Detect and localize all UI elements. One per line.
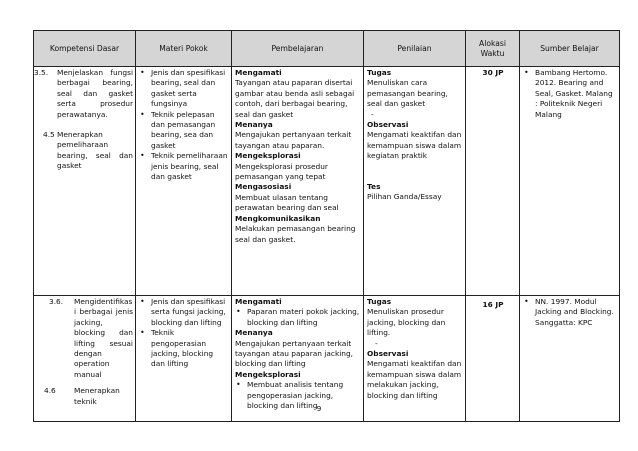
assessment-dash: -	[375, 338, 378, 348]
assessment-heading: Observasi	[367, 120, 409, 130]
activity-text: Melakukan pemasangan bearing seal dan gasket.	[235, 224, 356, 244]
kompetensi-cell	[34, 296, 136, 422]
penilaian-cell	[364, 296, 466, 422]
header-penilaian: Penilaian	[364, 31, 466, 67]
header-kompetensi-dasar: Kompetensi Dasar	[34, 31, 136, 67]
assessment-heading: Tes	[367, 181, 381, 191]
kd-item	[34, 68, 133, 120]
alokasi-cell	[466, 67, 520, 296]
activity-heading: Menanya	[235, 120, 273, 130]
activity-heading: Mengasosiasi	[235, 182, 292, 192]
sumber-cell	[520, 67, 620, 296]
activity-bullet: • Paparan materi pokok jacking, blocking dan lifting	[235, 307, 361, 328]
kd-text: Menerapkan pemeliharaan bearing, seal dan gasket	[57, 130, 133, 171]
materi-cell	[136, 67, 232, 296]
activity-heading: Mengamati	[235, 68, 282, 77]
list-item: • Teknik pengoperasian jacking, blocking dan lifting	[139, 328, 229, 370]
time-allocation: 30 JP	[482, 68, 504, 77]
penilaian-cell	[364, 67, 466, 296]
assessment-text: Mengamati keaktifan dan kemampuan siswa dalam melakukan jacking, blocking dan lifting	[367, 359, 462, 400]
activity-text: Tayangan atau paparan disertai gambar atau benda asli sebagai contoh, dari berbagai bearing, seal dan gasket	[235, 78, 355, 119]
activity-text: Mengajukan pertanyaan terkait tayangan atau paparan.	[235, 130, 352, 150]
activity-bullet: • Membuat analisis tentang pengoperasian jacking, blocking dan lifting	[235, 380, 361, 411]
assessment-text: Pilihan Ganda/Essay	[367, 192, 442, 202]
kd-number: 4.6	[44, 386, 56, 396]
header-pembelajaran: Pembelajaran	[232, 31, 364, 67]
syllabus-table	[33, 30, 620, 422]
assessment-heading: Tugas	[367, 297, 392, 306]
list-item: • Teknik pemeliharaan jenis bearing, seal dan gasket	[139, 151, 229, 182]
materi-cell	[136, 296, 232, 422]
activity-heading: Mengeksplorasi	[235, 369, 301, 379]
assessment-heading: Tugas	[367, 68, 392, 77]
list-item: • Teknik pelepasan dan pemasangan bearing, sea dan gasket	[139, 110, 229, 152]
kd-number: 3.5.	[34, 68, 49, 77]
assessment-text: Mengamati keaktifan dan kemampuan siswa dalam kegiatan praktik	[367, 130, 462, 161]
header-materi-pokok: Materi Pokok	[136, 31, 232, 67]
activity-text: Membuat ulasan tentang perawatan bearing dan seal	[235, 192, 339, 213]
kompetensi-cell	[34, 67, 136, 296]
page-number: 9	[316, 404, 322, 413]
kd-item	[34, 297, 133, 380]
pembelajaran-cell	[232, 67, 364, 296]
kd-number: 4.5	[43, 130, 55, 140]
list-item: • Jenis dan spesifikasi bearing, seal dan gasket serta fungsinya	[139, 68, 229, 110]
activity-text: Mengajukan pertanyaan terkait tayangan atau paparan jacking, blocking dan lifting	[235, 338, 354, 369]
activity-text: Mengeksplorasi prosedur pemasangan yang tepat	[235, 161, 328, 182]
reference-item: • Bambang Hertomo. 2012. Bearing and Seal, Gasket. Malang : Politeknik Negeri Malang	[523, 68, 617, 120]
assessment-text: Menuliskan cara pemasangan bearing, seal dan gasket	[367, 78, 448, 109]
alokasi-cell	[466, 296, 520, 422]
kd-text: Mengidentifikas i berbagai jenis jacking, blocking dan lifting sesuai dengan operation manual	[74, 297, 133, 379]
sumber-cell	[520, 296, 620, 422]
assessment-heading: Observasi	[367, 349, 409, 359]
kd-item	[34, 130, 133, 172]
activity-heading: Mengamati	[235, 297, 282, 306]
table-row	[34, 67, 620, 296]
list-item: • Jenis dan spesifikasi serta fungsi jacking, blocking dan lifting	[139, 297, 229, 328]
pembelajaran-cell	[232, 296, 364, 422]
table-header-row	[34, 31, 620, 67]
kd-number: 3.6.	[49, 297, 64, 306]
header-alokasi-waktu: Alokasi Waktu	[466, 31, 520, 67]
time-allocation: 16 JP	[482, 300, 504, 309]
activity-heading: Menanya	[235, 328, 273, 338]
kd-text: Menjelaskan fungsi berbagai bearing, seal dan gasket serta prosedur perawatanya.	[57, 68, 133, 119]
assessment-text: Menuliskan prosedur jacking, blocking dan lifting.	[367, 307, 446, 338]
reference-item: • NN. 1997. Modul Jacking and Blocking. Sanggatta: KPC	[523, 297, 617, 328]
kd-text: Menerapkan teknik	[74, 386, 120, 406]
assessment-dash: -	[371, 109, 374, 119]
header-sumber-belajar: Sumber Belajar	[520, 31, 620, 67]
activity-heading: Mengeksplorasi	[235, 151, 301, 161]
table-row	[34, 296, 620, 422]
activity-heading: Mengkomunikasikan	[235, 213, 321, 223]
